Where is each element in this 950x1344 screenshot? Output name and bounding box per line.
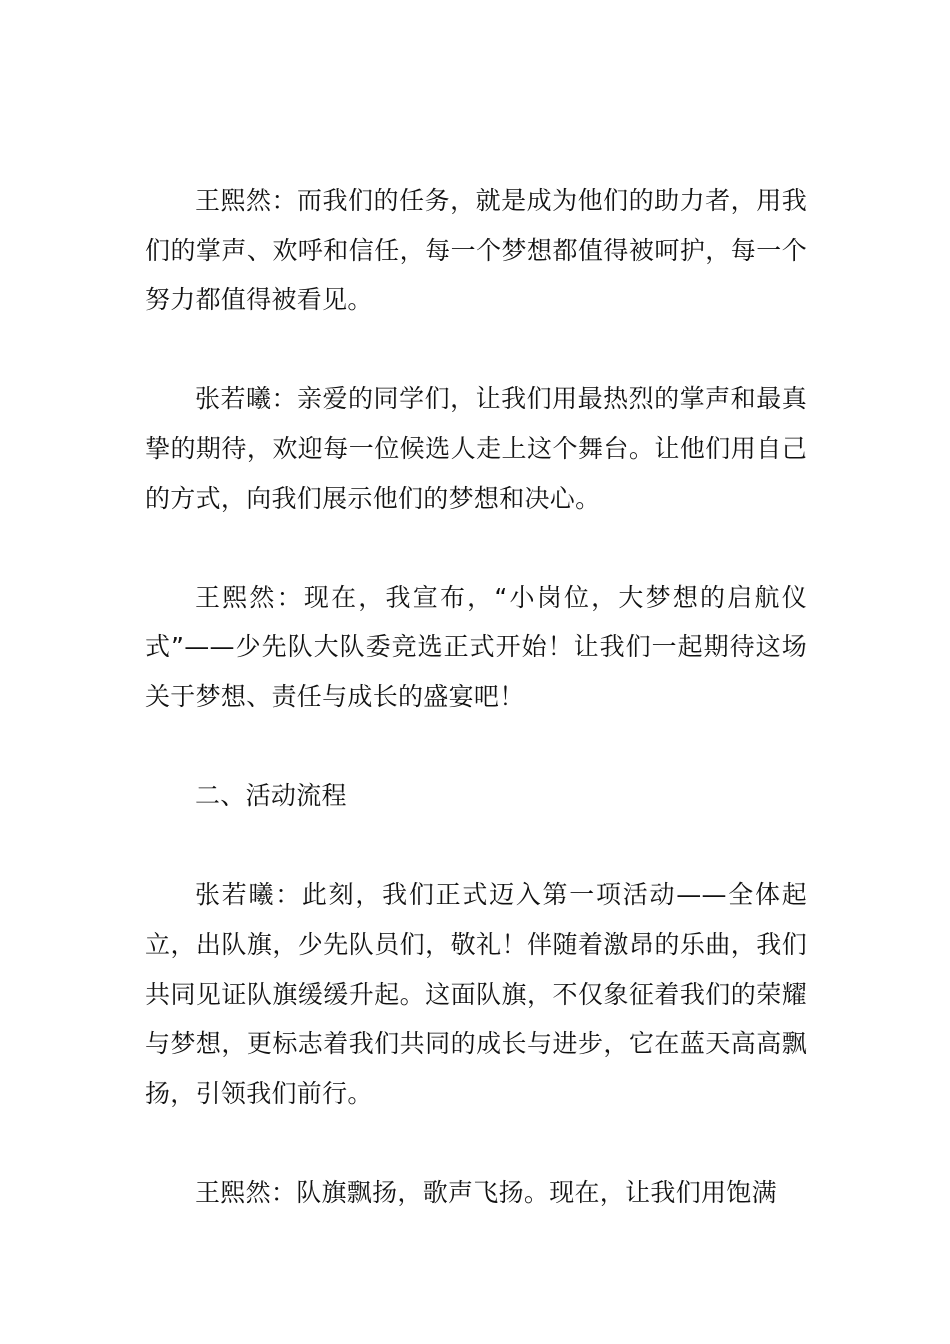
dialogue-paragraph-2: 张若曦：亲爱的同学们，让我们用最热烈的掌声和最真挚的期待，欢迎每一位候选人走上这个舞台。让他们用自己的方式，向我们展示他们的梦想和决心。: [145, 384, 807, 513]
dialogue-paragraph-3: 王熙然：现在，我宣布，“小岗位，大梦想的启航仪式”——少先队大队委竞选正式开始！让我们一起期待这场关于梦想、责任与成长的盛宴吧！: [145, 582, 807, 711]
document-body: [145, 176, 807, 1267]
dialogue-paragraph-5: 王熙然：队旗飘扬，歌声飞扬。现在，让我们用饱满: [195, 1177, 777, 1207]
section-heading: 二、活动流程: [195, 781, 347, 811]
dialogue-paragraph-1: 王熙然：而我们的任务，就是成为他们的助力者，用我们的掌声、欢呼和信任，每一个梦想都值得被呵护，每一个努力都值得被看见。: [145, 186, 807, 315]
dialogue-paragraph-4: 张若曦：此刻，我们正式迈入第一项活动——全体起立，出队旗，少先队员们，敬礼！伴随着激昂的乐曲，我们共同见证队旗缓缓升起。这面队旗，不仅象征着我们的荣耀与梦想，更标志着我们共同的成长与进步，它在蓝天高高飘扬，引领我们前行。: [145, 880, 807, 1108]
